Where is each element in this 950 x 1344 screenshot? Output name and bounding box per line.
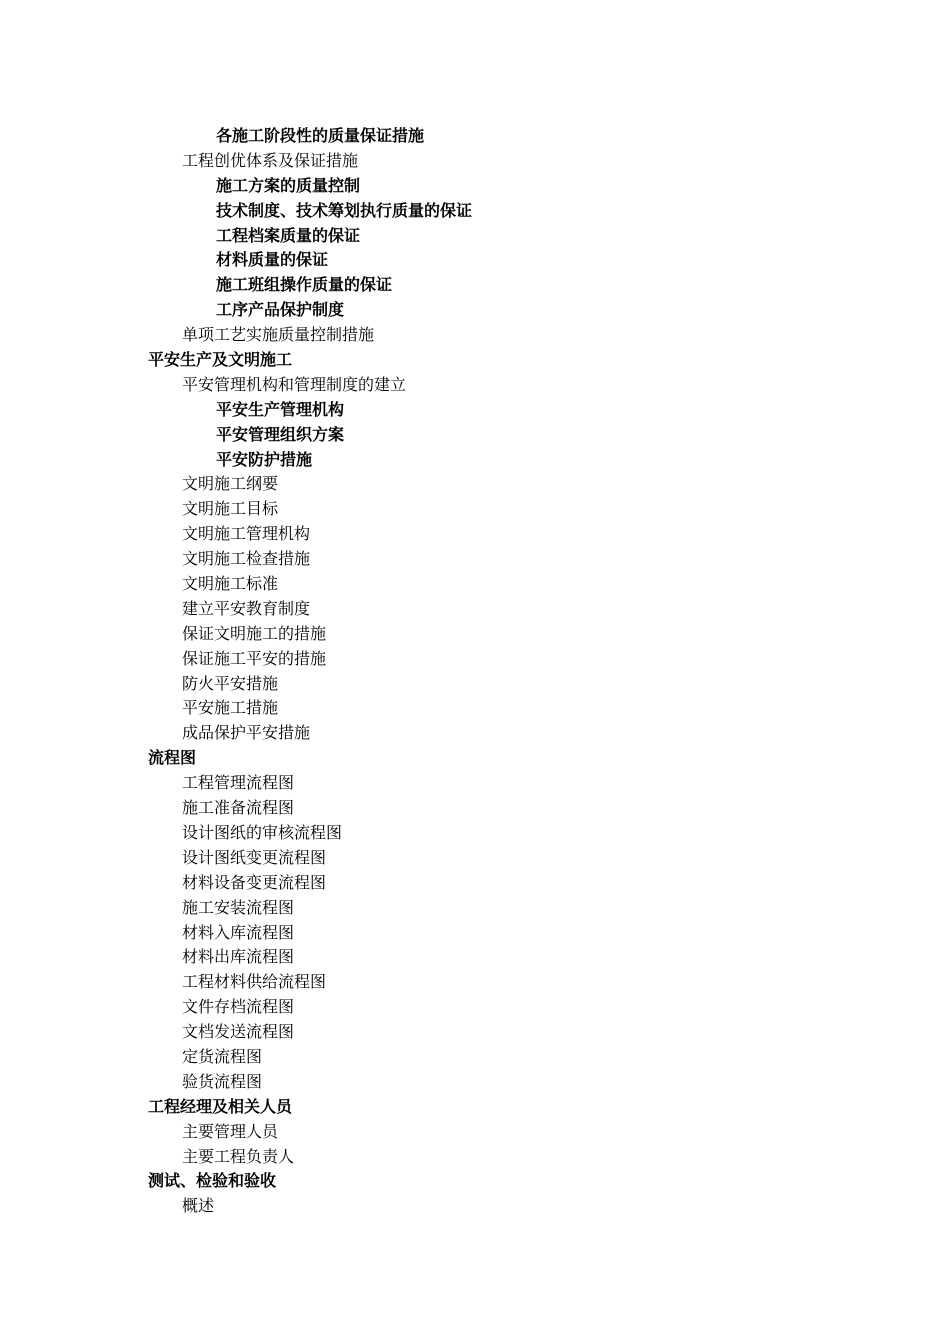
toc-entry-level-2: 单项工艺实施质量控制措施 [182, 325, 375, 345]
toc-entry-level-3: 平安防护措施 [216, 449, 313, 469]
toc-entry-level-2: 定货流程图 [182, 1046, 263, 1066]
toc-entry-level-2: 文明施工标准 [182, 574, 279, 594]
toc-entry-level-2: 施工安装流程图 [182, 897, 295, 917]
toc-entry-level-3: 材料质量的保证 [216, 250, 329, 270]
toc-entry-level-3: 技术制度、技术筹划执行质量的保证 [216, 200, 473, 220]
table-of-contents [0, 124, 950, 1219]
toc-entry-level-1: 平安生产及文明施工 [148, 350, 293, 370]
toc-entry-level-3: 施工班组操作质量的保证 [216, 275, 393, 295]
toc-entry-level-3: 平安生产管理机构 [216, 399, 345, 419]
toc-entry-level-2: 材料入库流程图 [182, 922, 295, 942]
toc-entry-level-2: 验货流程图 [182, 1071, 263, 1091]
toc-entry-level-1: 测试、检验和验收 [148, 1171, 277, 1191]
toc-entry-level-2: 平安管理机构和管理制度的建立 [182, 374, 407, 394]
toc-entry-level-2: 工程管理流程图 [182, 773, 295, 793]
toc-entry-level-2: 保证施工平安的措施 [182, 648, 327, 668]
toc-entry-level-2: 设计图纸的审核流程图 [182, 822, 343, 842]
toc-entry-level-2: 主要管理人员 [182, 1121, 279, 1141]
toc-entry-level-3: 施工方案的质量控制 [216, 175, 361, 195]
toc-entry-level-2: 保证文明施工的措施 [182, 623, 327, 643]
toc-entry-level-2: 防火平安措施 [182, 673, 279, 693]
toc-entry-level-2: 工程材料供给流程图 [182, 972, 327, 992]
toc-entry-level-2: 文件存档流程图 [182, 997, 295, 1017]
toc-entry-level-2: 文明施工检查措施 [182, 549, 311, 569]
toc-entry-level-3: 各施工阶段性的质量保证措施 [216, 126, 425, 145]
toc-entry-level-2: 施工准备流程图 [182, 798, 295, 818]
toc-entry-level-2: 材料出库流程图 [182, 947, 295, 967]
toc-entry-level-1: 流程图 [148, 748, 197, 768]
toc-entry-level-2: 概述 [182, 1196, 215, 1216]
toc-entry-level-2: 设计图纸变更流程图 [182, 847, 327, 867]
toc-entry-level-2: 文档发送流程图 [182, 1022, 295, 1042]
toc-entry-level-3: 平安管理组织方案 [216, 424, 345, 444]
toc-entry-level-2: 平安施工措施 [182, 698, 279, 718]
toc-entry-level-3: 工程档案质量的保证 [216, 225, 361, 245]
toc-entry-level-2: 材料设备变更流程图 [182, 872, 327, 892]
toc-entry-level-2: 文明施工目标 [182, 499, 279, 519]
toc-entry-level-3: 工序产品保护制度 [216, 300, 345, 320]
toc-entry-level-2: 建立平安教育制度 [182, 598, 311, 618]
toc-entry-level-2: 文明施工管理机构 [182, 524, 311, 544]
toc-entry-level-1: 工程经理及相关人员 [148, 1096, 293, 1116]
toc-entry-level-2: 文明施工纲要 [182, 474, 279, 494]
toc-entry-level-2: 主要工程负责人 [182, 1146, 295, 1166]
toc-entry-level-2: 工程创优体系及保证措施 [182, 150, 359, 170]
toc-entry-level-2: 成品保护平安措施 [182, 723, 311, 743]
